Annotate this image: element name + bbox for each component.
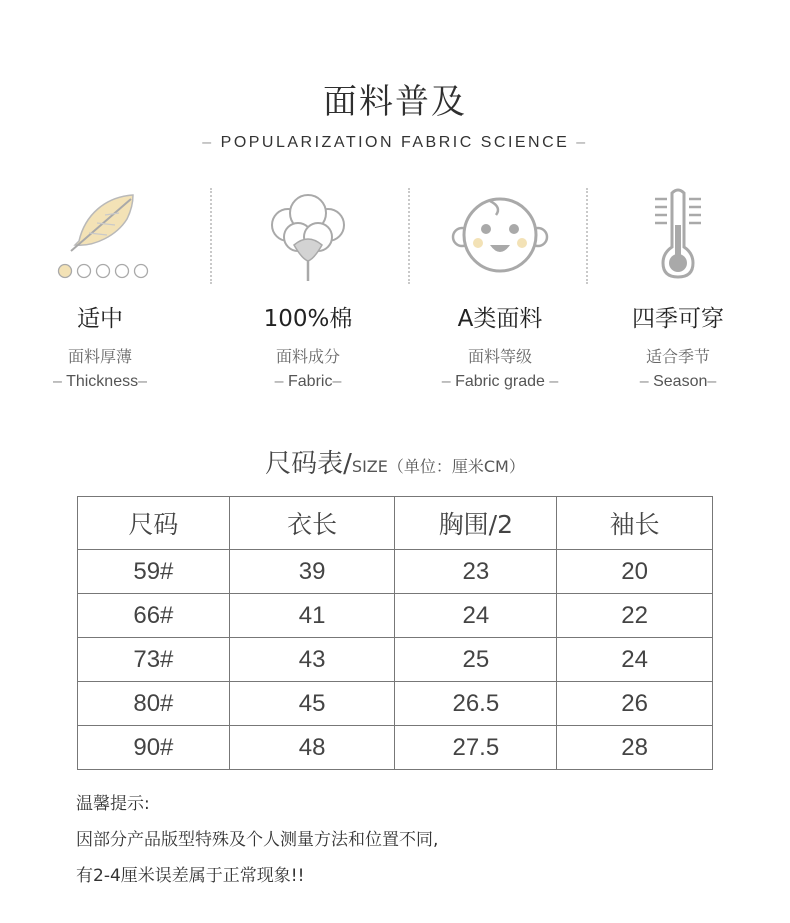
baby-face-icon [410, 180, 590, 290]
table-cell: 73# [78, 638, 230, 682]
tips-line: 因部分产品版型特殊及个人测量方法和位置不同, [76, 830, 439, 850]
feature-en-label: – Fabric grade – [441, 373, 559, 390]
page-subtitle [0, 134, 790, 152]
table-cell: 90# [78, 726, 230, 770]
fabric-features [0, 180, 790, 410]
table-cell: 66# [78, 594, 230, 638]
table-cell: 22 [557, 594, 713, 638]
feature-cn-label: 面料等级 [467, 347, 532, 366]
feature-thickness [10, 180, 190, 391]
column-header: 胸围/2 [395, 497, 557, 550]
table-cell: 26.5 [395, 682, 557, 726]
feature-cn-label: 适合季节 [645, 347, 710, 366]
table-cell: 39 [229, 550, 395, 594]
feather-icon [10, 180, 190, 290]
table-cell: 48 [229, 726, 395, 770]
size-chart-unit: （单位：厘米CM） [387, 457, 525, 476]
size-chart-title: 尺码表/SIZE（单位：厘米CM） [265, 449, 525, 479]
divider [210, 188, 212, 284]
size-table [77, 496, 713, 770]
subtitle-dash-right: – [576, 134, 588, 151]
feature-grade [410, 180, 590, 391]
table-row [78, 594, 713, 638]
tips-line: 有2-4厘米误差属于正常现象!! [76, 866, 305, 886]
cotton-icon [218, 180, 398, 290]
table-cell: 26 [557, 682, 713, 726]
table-row [78, 550, 713, 594]
feature-name: 四季可穿 [632, 306, 724, 332]
table-cell: 23 [395, 550, 557, 594]
size-chart-title-en: SIZE [351, 457, 388, 476]
table-cell: 28 [557, 726, 713, 770]
table-row [78, 638, 713, 682]
table-cell: 20 [557, 550, 713, 594]
table-row [78, 682, 713, 726]
feature-en-label: – Thickness– [53, 373, 147, 390]
feature-name: A类面料 [457, 306, 543, 332]
table-cell: 43 [229, 638, 395, 682]
column-header: 尺码 [78, 497, 230, 550]
tips [76, 786, 438, 894]
thermometer-icon [588, 180, 768, 290]
table-cell: 27.5 [395, 726, 557, 770]
table-cell: 24 [395, 594, 557, 638]
table-header-row [78, 497, 713, 550]
page-title: 面料普及 [323, 82, 467, 122]
feature-cn-label: 面料厚薄 [67, 347, 132, 366]
feature-season [588, 180, 768, 391]
rating-dots [59, 265, 148, 278]
feature-fabric [218, 180, 398, 391]
table-cell: 25 [395, 638, 557, 682]
tips-heading: 温馨提示: [76, 794, 150, 814]
feature-en-label: – Fabric– [274, 373, 342, 390]
feature-name: 适中 [77, 306, 123, 332]
table-row [78, 726, 713, 770]
column-header: 衣长 [229, 497, 395, 550]
table-cell: 24 [557, 638, 713, 682]
table-cell: 59# [78, 550, 230, 594]
feature-cn-label: 面料成分 [275, 347, 340, 366]
table-cell: 80# [78, 682, 230, 726]
feature-en-label: – Season– [639, 373, 717, 390]
table-cell: 41 [229, 594, 395, 638]
subtitle-text: POPULARIZATION FABRIC SCIENCE [220, 134, 570, 151]
table-cell: 45 [229, 682, 395, 726]
column-header: 袖长 [557, 497, 713, 550]
subtitle-dash-left: – [202, 134, 214, 151]
feature-name: 100%棉 [263, 306, 353, 332]
